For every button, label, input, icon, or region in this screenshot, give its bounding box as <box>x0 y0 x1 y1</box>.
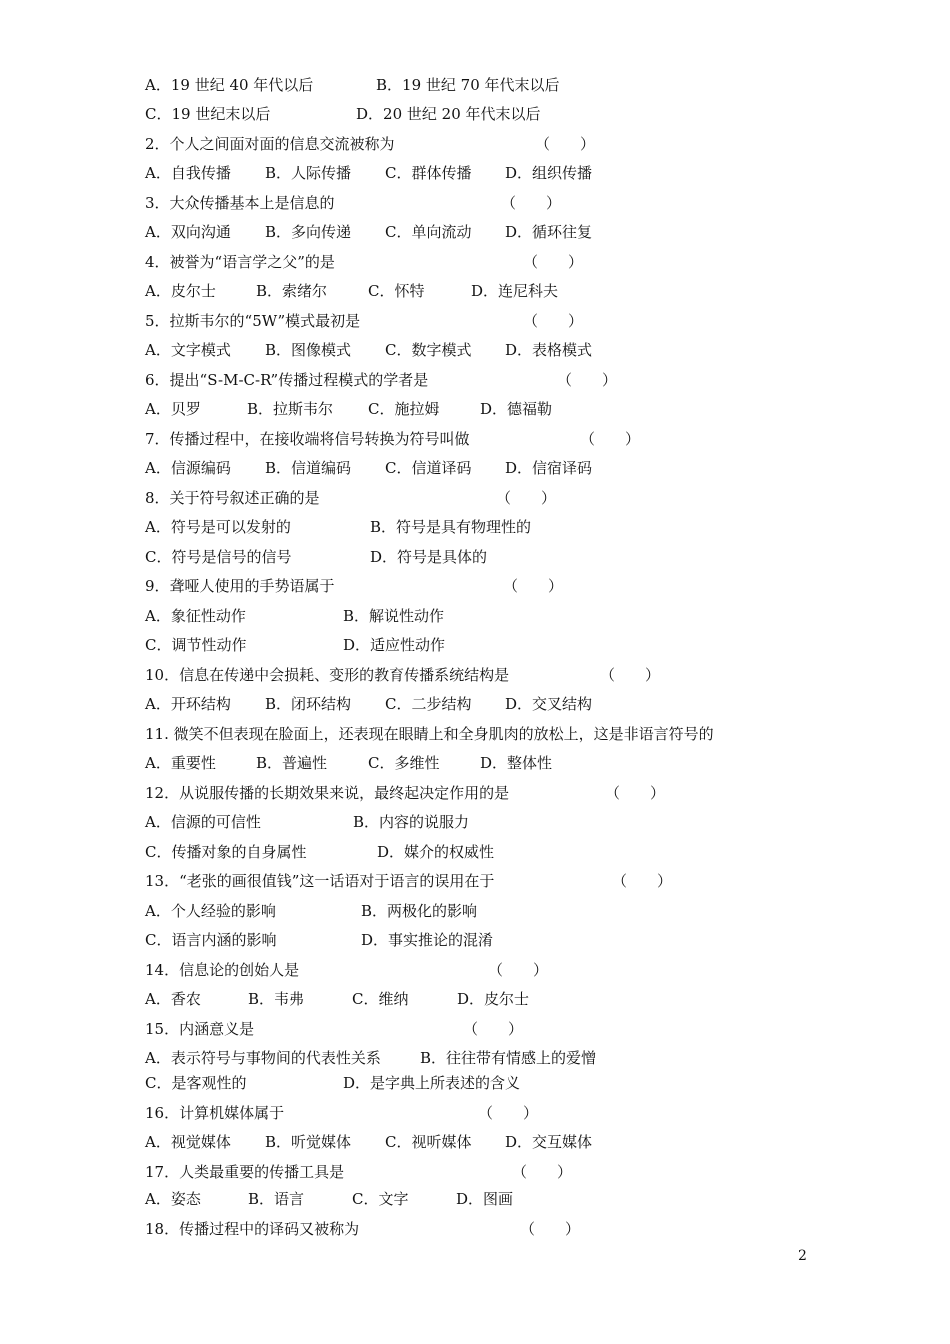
text-segment: 4．被誉为“语言学之父”的是 <box>145 253 335 271</box>
text-segment: D．媒介的权威性 <box>377 843 495 861</box>
text-segment: A．视觉媒体 <box>145 1133 231 1151</box>
text-segment: C．单向流动 <box>385 223 472 241</box>
text-segment: A．个人经验的影响 <box>145 902 276 920</box>
text-segment: B．解说性动作 <box>343 607 445 625</box>
text-segment: D．事实推论的混淆 <box>361 931 494 949</box>
text-segment: C．群体传播 <box>385 164 472 182</box>
text-segment: （ ） <box>501 194 562 212</box>
text-segment: 8．关于符号叙述正确的是 <box>145 489 320 507</box>
text-segment: 15．内涵意义是 <box>145 1020 255 1038</box>
text-segment: C．是客观性的 <box>145 1074 247 1092</box>
text-segment: 10．信息在传递中会损耗、变形的教育传播系统结构是 <box>145 666 510 684</box>
text-segment: （ ） <box>512 1163 573 1181</box>
text-segment: A．贝罗 <box>145 400 201 418</box>
text-segment: 18．传播过程中的译码又被称为 <box>145 1220 360 1238</box>
text-segment: （ ） <box>535 135 596 153</box>
text-segment: B．韦弗 <box>248 990 305 1008</box>
text-segment: A．文字模式 <box>145 341 231 359</box>
text-segment: A．19 世纪 40 年代以后 <box>145 76 314 94</box>
text-segment: （ ） <box>557 371 618 389</box>
text-segment: B．符号是具有物理性的 <box>370 518 532 536</box>
text-segment: A．符号是可以发射的 <box>145 518 291 536</box>
text-segment: C．文字 <box>352 1190 409 1208</box>
text-segment: A．香农 <box>145 990 201 1008</box>
text-segment: D．表格模式 <box>505 341 593 359</box>
text-segment: 16．计算机媒体属于 <box>145 1104 285 1122</box>
text-segment: A．双向沟通 <box>145 223 231 241</box>
text-segment: C．多维性 <box>368 754 440 772</box>
text-segment: D．皮尔士 <box>457 990 530 1008</box>
text-segment: A．姿态 <box>145 1190 201 1208</box>
text-segment: D．连尼科夫 <box>471 282 559 300</box>
text-segment: （ ） <box>503 577 564 595</box>
text-segment: 12．从说服传播的长期效果来说，最终起决定作用的是 <box>145 784 510 802</box>
text-segment: 3．大众传播基本上是信息的 <box>145 194 335 212</box>
text-segment: B．普遍性 <box>256 754 328 772</box>
text-segment: D．整体性 <box>480 754 553 772</box>
text-segment: C．19 世纪末以后 <box>145 105 271 123</box>
text-segment: （ ） <box>520 1220 581 1238</box>
text-segment: （ ） <box>463 1020 524 1038</box>
text-segment: D．图画 <box>456 1190 514 1208</box>
text-segment: （ ） <box>580 430 641 448</box>
text-segment: 17．人类最重要的传播工具是 <box>145 1163 345 1181</box>
text-segment: B．人际传播 <box>265 164 352 182</box>
text-segment: C．语言内涵的影响 <box>145 931 277 949</box>
text-segment: D．循环往复 <box>505 223 593 241</box>
text-segment: B．拉斯韦尔 <box>247 400 334 418</box>
text-segment: C．符号是信号的信号 <box>145 548 292 566</box>
text-segment: B．听觉媒体 <box>265 1133 352 1151</box>
text-segment: B．两极化的影响 <box>361 902 478 920</box>
text-segment: （ ） <box>612 872 673 890</box>
text-segment: A．开环结构 <box>145 695 231 713</box>
text-segment: D．德福勒 <box>480 400 553 418</box>
text-segment: B．语言 <box>248 1190 305 1208</box>
page-number: 2 <box>798 1248 807 1264</box>
text-segment: B．内容的说服力 <box>353 813 470 831</box>
text-segment: （ ） <box>478 1104 539 1122</box>
text-segment: D．20 世纪 20 年代末以后 <box>356 105 541 123</box>
text-segment: A．信源编码 <box>145 459 231 477</box>
text-segment: C．怀特 <box>368 282 425 300</box>
text-segment: A．皮尔士 <box>145 282 216 300</box>
text-segment: A．信源的可信性 <box>145 813 261 831</box>
text-segment: （ ） <box>600 666 661 684</box>
text-segment: C．传播对象的自身属性 <box>145 843 307 861</box>
text-segment: 9．聋哑人使用的手势语属于 <box>145 577 335 595</box>
text-segment: （ ） <box>496 489 557 507</box>
text-segment: A．重要性 <box>145 754 216 772</box>
text-segment: C．二步结构 <box>385 695 472 713</box>
text-segment: D．适应性动作 <box>343 636 446 654</box>
text-segment: D．是字典上所表述的含义 <box>343 1074 521 1092</box>
text-segment: （ ） <box>523 253 584 271</box>
text-segment: 13．“老张的画很值钱”这一话语对于语言的误用在于 <box>145 872 495 890</box>
text-segment: C．施拉姆 <box>368 400 440 418</box>
text-segment: 7．传播过程中，在接收端将信号转换为符号叫做 <box>145 430 470 448</box>
text-segment: C．信道译码 <box>385 459 472 477</box>
text-segment: D．符号是具体的 <box>370 548 488 566</box>
text-segment: C．数字模式 <box>385 341 472 359</box>
text-segment: C．调节性动作 <box>145 636 247 654</box>
text-segment: 14．信息论的创始人是 <box>145 961 300 979</box>
text-segment: B．信道编码 <box>265 459 352 477</box>
text-segment: D．交互媒体 <box>505 1133 593 1151</box>
text-segment: A．自我传播 <box>145 164 231 182</box>
text-segment: B．图像模式 <box>265 341 352 359</box>
text-segment: B．多向传递 <box>265 223 352 241</box>
text-segment: A．象征性动作 <box>145 607 246 625</box>
text-segment: B．19 世纪 70 年代末以后 <box>376 76 560 94</box>
text-segment: B．索绪尔 <box>256 282 328 300</box>
text-segment: D．信宿译码 <box>505 459 593 477</box>
text-segment: （ ） <box>523 312 584 330</box>
text-segment: 5．拉斯韦尔的“5W”模式最初是 <box>145 312 361 330</box>
text-segment: B．往往带有情感上的爱憎 <box>420 1049 597 1067</box>
text-segment: C．维纳 <box>352 990 409 1008</box>
text-segment: D．组织传播 <box>505 164 593 182</box>
text-segment: A．表示符号与事物间的代表性关系 <box>145 1049 381 1067</box>
text-segment: D．交叉结构 <box>505 695 593 713</box>
text-segment: 11. 微笑不但表现在脸面上，还表现在眼睛上和全身肌肉的放松上，这是非语言符号的 <box>145 725 714 743</box>
text-segment: 6．提出“S-M-C-R”传播过程模式的学者是 <box>145 371 429 389</box>
text-segment: B．闭环结构 <box>265 695 352 713</box>
text-segment: （ ） <box>488 961 549 979</box>
text-segment: （ ） <box>605 784 666 802</box>
text-segment: C．视听媒体 <box>385 1133 472 1151</box>
text-segment: 2．个人之间面对面的信息交流被称为 <box>145 135 395 153</box>
